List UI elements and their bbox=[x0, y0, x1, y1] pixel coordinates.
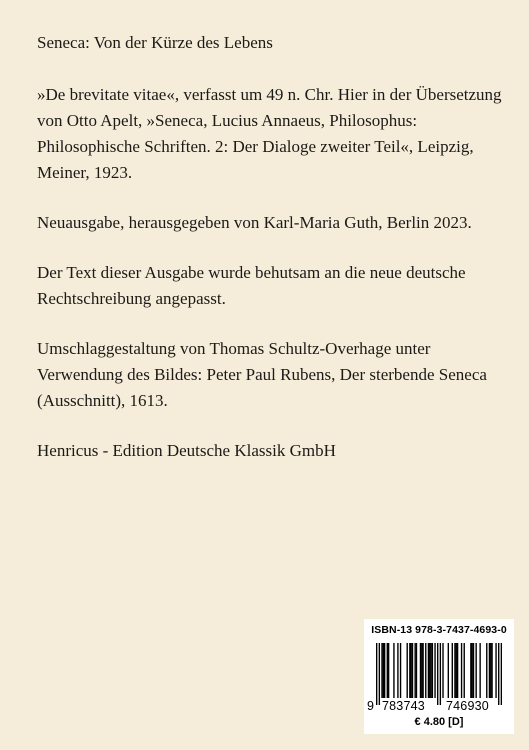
barcode-bar bbox=[490, 643, 491, 698]
edition-paragraph: Neuausgabe, herausgegeben von Karl-Maria Guth, Berlin 2023. bbox=[37, 213, 472, 232]
barcode-bar bbox=[437, 643, 438, 705]
barcode-bar bbox=[420, 643, 421, 698]
barcode-bar bbox=[388, 643, 389, 698]
isbn-number: ISBN-13 978-3-7437-4693-0 bbox=[371, 624, 507, 636]
barcode-bar bbox=[387, 643, 388, 698]
barcode-bar bbox=[422, 643, 423, 698]
imprint-text bbox=[37, 30, 507, 488]
barcode-bar bbox=[452, 643, 453, 698]
barcode-bar bbox=[473, 643, 474, 698]
barcode-bar bbox=[376, 643, 377, 705]
barcode-bar bbox=[440, 643, 441, 705]
barcode-bar bbox=[416, 643, 417, 698]
barcode-bar bbox=[429, 643, 430, 698]
barcode-bar bbox=[412, 643, 413, 698]
barcode-bar bbox=[397, 643, 398, 698]
orthography-note: Der Text dieser Ausgabe wurde behutsam an die neue deutsche Rechtschreibung angepasst. bbox=[37, 263, 466, 308]
barcode-bar bbox=[432, 643, 433, 698]
barcode-bar bbox=[383, 643, 384, 698]
barcode-bar bbox=[379, 643, 380, 705]
barcode-bar bbox=[428, 643, 429, 698]
barcode-bar bbox=[489, 643, 490, 698]
barcode-bar bbox=[457, 643, 458, 698]
barcode-bar bbox=[409, 643, 410, 698]
barcode-right-digits: 746930 bbox=[446, 699, 489, 713]
barcode-bar bbox=[461, 643, 462, 698]
barcode-bar bbox=[393, 643, 394, 698]
barcode-bar bbox=[442, 643, 443, 698]
barcode-label bbox=[364, 619, 514, 734]
barcode-bar bbox=[407, 643, 408, 698]
barcode-bars bbox=[376, 643, 502, 705]
barcode-bar bbox=[454, 643, 455, 698]
barcode-bar bbox=[498, 643, 499, 705]
barcode-bar bbox=[464, 643, 465, 698]
publisher-line: Henricus - Edition Deutsche Klassik GmbH bbox=[37, 441, 336, 460]
barcode-bar bbox=[501, 643, 502, 705]
barcode-bar bbox=[414, 643, 415, 698]
barcode-bar bbox=[421, 643, 422, 698]
barcode-bar bbox=[448, 643, 449, 698]
source-paragraph: »De brevitate vitae«, verfasst um 49 n. Chr. Hier in der Übersetzung von Otto Apelt, »Seneca, Lucius Annaeus, Philosophus: Philosophische Schriften. 2: Der Dialoge zweiter Teil«, Leipzig, Meiner, 1923. bbox=[37, 85, 502, 182]
barcode-bar bbox=[491, 643, 492, 698]
barcode-bar bbox=[470, 643, 471, 698]
barcode-bar bbox=[456, 643, 457, 698]
barcode-bar bbox=[475, 643, 476, 698]
barcode-bar bbox=[430, 643, 431, 698]
book-title-line: Seneca: Von der Kürze des Lebens bbox=[37, 33, 273, 52]
barcode-bar bbox=[479, 643, 480, 698]
barcode-bar bbox=[425, 643, 426, 698]
barcode-bar bbox=[381, 643, 382, 698]
barcode-bar bbox=[471, 643, 472, 698]
barcode-bar bbox=[495, 643, 496, 698]
barcode-bar bbox=[410, 643, 411, 698]
barcode-bar bbox=[434, 643, 435, 698]
price-label: € 4.80 [D] bbox=[414, 716, 464, 728]
barcode-bar bbox=[384, 643, 385, 698]
barcode-bar bbox=[486, 643, 487, 698]
barcode-first-digit: 9 bbox=[367, 699, 375, 713]
barcode-bar bbox=[400, 643, 401, 698]
barcode-left-digits: 783743 bbox=[382, 699, 425, 713]
cover-credit-paragraph: Umschlaggestaltung von Thomas Schultz-Overhage unter Verwendung des Bildes: Peter Paul Rubens, Der sterbende Seneca (Ausschnitt), 1613. bbox=[37, 339, 487, 410]
